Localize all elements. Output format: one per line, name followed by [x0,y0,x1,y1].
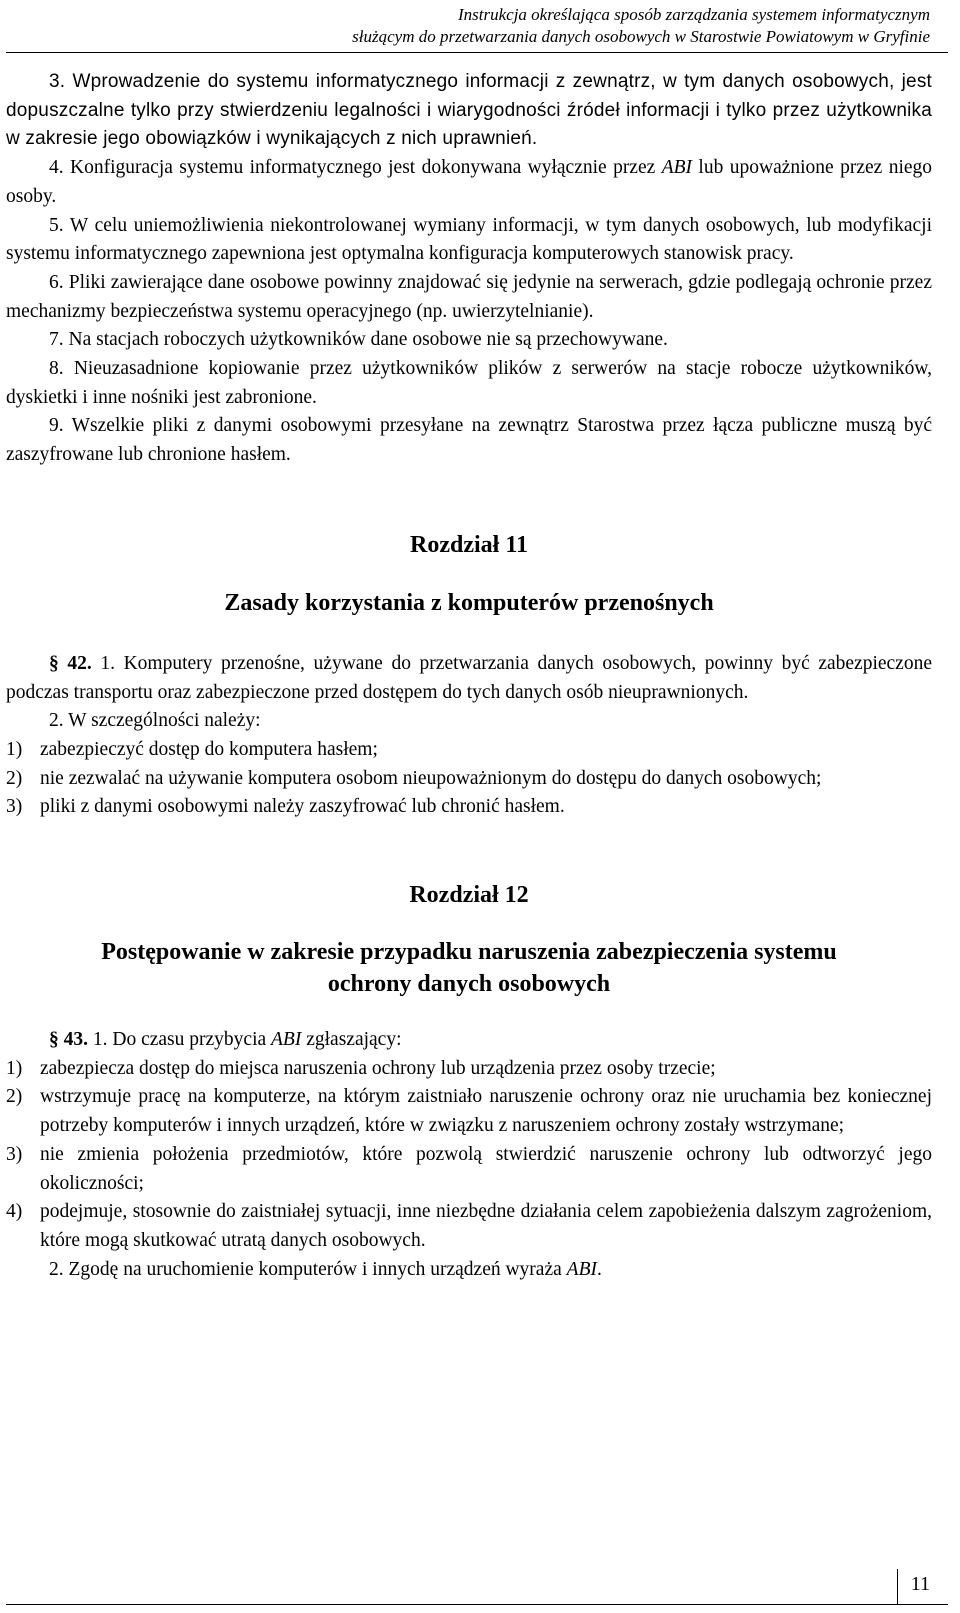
chapter-12-title-line-2: ochrony danych osobowych [327,971,611,998]
section-number: 43. [63,1029,88,1051]
page-number: 11 [910,1573,930,1595]
item-6 [6,269,932,326]
section-symbol: § [49,1029,59,1051]
header-line-1: Instrukcja określająca sposób zarządzania systemem informatycznym [457,5,930,24]
list-number: 2) [6,1086,23,1108]
list-text: pliki z danymi osobowymi należy zaszyfrować lub chronić hasłem. [40,796,565,818]
item-8 [6,355,932,412]
point-text: 2. Zgodę na uruchomienie komputerów i innych urządzeń wyraża [49,1258,562,1280]
item-text-cont: lub upoważnione przez niego osoby. [6,157,933,207]
item-text: Konfiguracja systemu informatycznego jest dokonywana wyłącznie przez [70,157,656,179]
point-text: Komputery przenośne, używane do przetwarzania danych osobowych, powinny być zabezpieczone podczas transportu oraz zabezpieczone przed dostępem do tych danych osób nieuprawnionych. [6,652,932,703]
section-42-point-1 [6,650,932,707]
list-item [6,1055,932,1084]
chapter-12-title-line-1: Postępowanie w zakresie przypadku naruszenia zabezpieczenia systemu [101,939,837,966]
list-text: zabezpiecza dostęp do miejsca naruszenia ochrony lub urządzenia przez osoby trzecie; [40,1057,716,1079]
point-text-end: . [596,1258,602,1280]
chapter-12-title [6,936,932,1000]
section-43-point-2 [6,1256,932,1285]
item-text: Wszelkie pliki z danymi osobowymi przesyłane na zewnątrz Starostwa przez łącza publiczne muszą być zaszyfrowane lub chronione hasłem. [6,415,932,466]
section-number: 42. [67,652,92,674]
header-rule [6,52,948,53]
list-item [6,793,932,822]
list-item [6,1198,932,1255]
list-text: wstrzymuje pracę na komputerze, na którym zaistniało naruszenie ochrony oraz nie uruchamia bez koniecznej potrzeby komputerów i innych urządzeń, które w związku z naruszeniem ochrony zostały wstrzymane; [40,1086,932,1137]
item-9 [6,412,932,469]
item-number: 3. [49,71,66,92]
section-43-point-1 [6,1026,932,1055]
item-number: 7. [49,329,64,351]
list-number: 4) [6,1201,23,1223]
list-number: 1) [6,738,23,760]
list-text: nie zmienia położenia przedmiotów, które pozwolą stwierdzić naruszenie ochrony lub odtworzyć jego okoliczności; [40,1143,932,1194]
abi-term: ABI [271,1029,302,1051]
point-text-cont: zgłaszający: [306,1029,402,1051]
item-text: W celu uniemożliwienia niekontrolowanej wymiany informacji, w tym danych osobowych, lub modyfikacji systemu informatycznego zapewniona jest optymalna konfiguracja komputerowych stanowisk pracy. [6,214,932,265]
item-4 [6,154,932,211]
list-number: 1) [6,1057,23,1079]
header-line-2: służącym do przetwarzania danych osobowych w Starostwie Powiatowym w Gryfinie [352,27,930,46]
abi-term: ABI [661,157,693,179]
item-text: Pliki zawierające dane osobowe powinny znajdować się jedynie na serwerach, gdzie podlegają ochronie przez mechanizmy bezpieczeństwa systemu operacyjnego (np. uwierzytelnianie). [6,271,932,322]
section-42-point-2: 2. W szczególności należy: [49,710,261,732]
point-number: 1. [100,652,115,674]
item-text: Wprowadzenie do systemu informatycznego informacji z zewnątrz, w tym danych osobowych, jest dopuszczalne tylko przy stwierdzeniu legalności i wiarygodności źródeł informacji i tylko przez użytkownika w zakresie jego obowiązków i wynikających z nich uprawnień. [6,71,932,150]
list-item [6,736,932,765]
item-text: Nieuzasadnione kopiowanie przez użytkowników plików z serwerów na stacje robocze użytkowników, dyskietki i inne nośniki jest zabronione. [6,358,933,408]
item-number: 9. [49,415,64,437]
list-item [6,1141,932,1198]
abi-term: ABI [566,1258,597,1280]
item-number: 6. [49,271,64,293]
item-number: 4. [49,157,64,179]
list-item [6,765,932,794]
list-number: 3) [6,796,23,818]
list-number: 2) [6,767,23,789]
list-text: nie zezwalać na używanie komputera osobom nieupoważnionym do dostępu do danych osobowych; [40,767,822,789]
chapter-12-label: Rozdział 12 [409,882,529,909]
page-body [6,68,932,1284]
footer-rule [6,1604,948,1605]
chapter-11-label: Rozdział 11 [410,531,528,558]
point-text: 1. Do czasu przybycia [92,1029,267,1051]
section-symbol: § [49,652,59,674]
footer-vertical-rule [897,1569,898,1605]
item-number: 8. [49,358,64,380]
item-5 [6,212,932,269]
chapter-11-title: Zasady korzystania z komputerów przenośnych [224,589,714,616]
list-number: 3) [6,1143,23,1165]
list-text: zabezpieczyć dostęp do komputera hasłem; [40,738,378,760]
item-number: 5. [49,214,64,236]
item-text: Na stacjach roboczych użytkowników dane osobowe nie są przechowywane. [68,329,668,351]
list-text: podejmuje, stosownie do zaistniałej sytuacji, inne niezbędne działania celem zapobieżenia dalszym zagrożeniom, które mogą skutkować utratą danych osobowych. [40,1201,932,1251]
item-3 [6,68,932,154]
running-header [352,4,930,48]
list-item [6,1083,932,1140]
item-7 [6,326,932,355]
